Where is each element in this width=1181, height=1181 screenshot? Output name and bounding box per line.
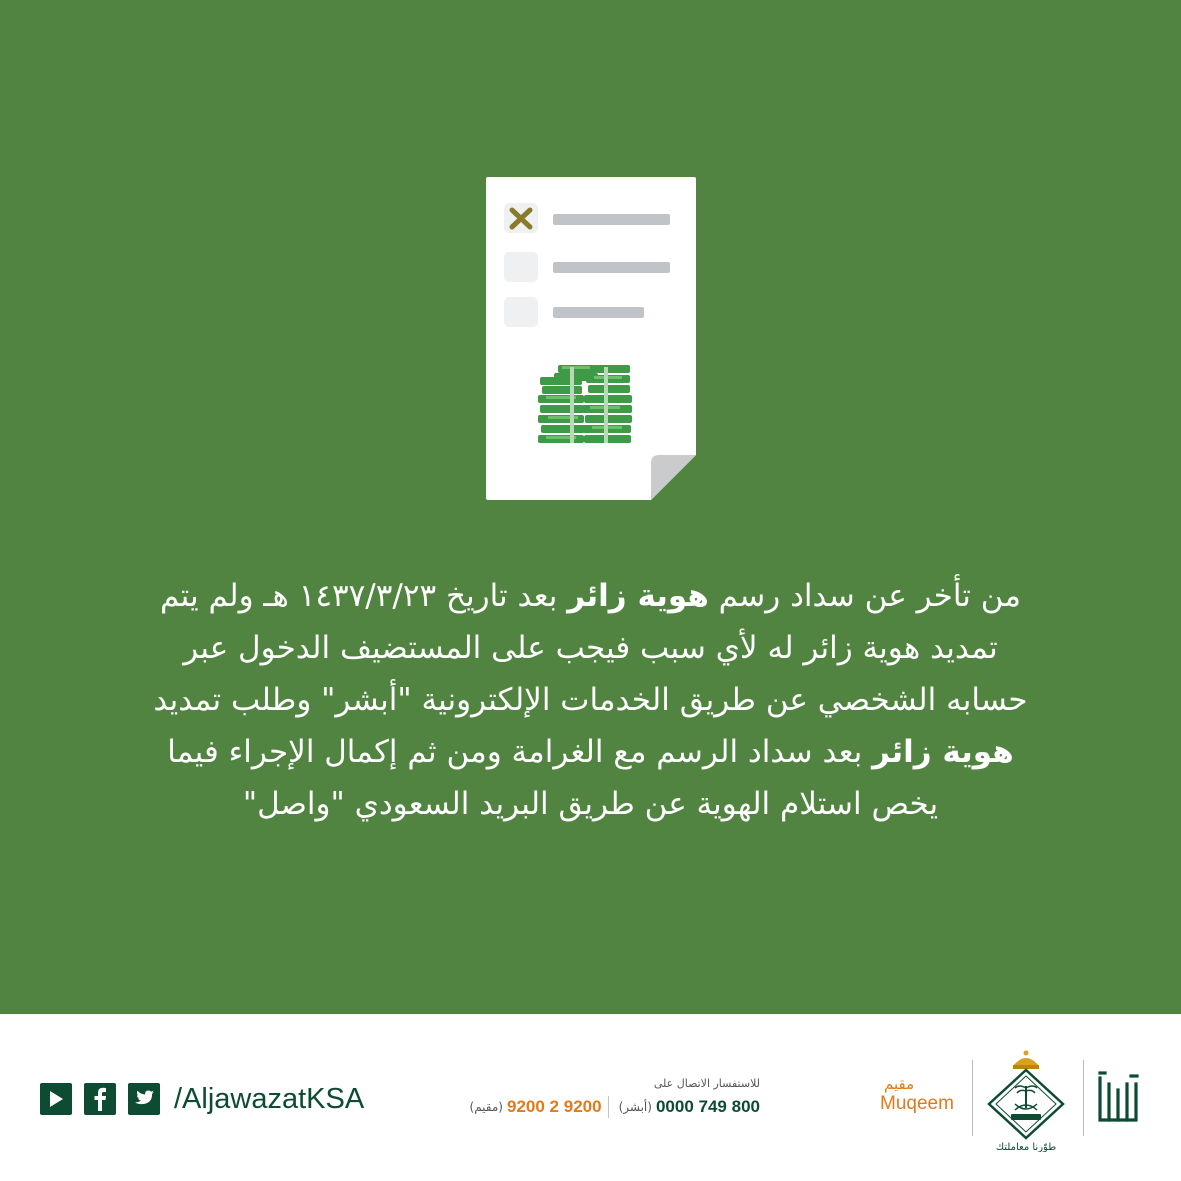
jawazat-emblem-icon — [985, 1048, 1067, 1152]
muqeem-logo-english: Muqeem — [880, 1093, 954, 1114]
contact-numbers — [420, 1096, 760, 1118]
muqeem-phone-number[interactable]: 9200 2 9200 — [506, 1097, 602, 1116]
message-line-5: يخص استلام الهوية عن طريق البريد السعودي "واصل" — [242, 786, 939, 822]
logo-divider — [1083, 1060, 1084, 1136]
absher-phone-number[interactable]: 800 749 0000 — [655, 1097, 760, 1116]
contact-info — [420, 1076, 760, 1118]
message-text — [120, 570, 1061, 830]
contact-divider — [608, 1096, 609, 1118]
youtube-icon[interactable] — [40, 1083, 72, 1115]
absher-logo-icon — [1097, 1070, 1139, 1126]
muqeem-logo-arabic: مقيم — [884, 1075, 915, 1093]
message-line-4: هوية زائر بعد سداد الرسم مع الغرامة ومن ثم إكمال الإجراء فيما — [167, 734, 1014, 770]
facebook-icon[interactable] — [84, 1083, 116, 1115]
contact-label: للاستفسار الاتصال على — [653, 1077, 760, 1090]
social-handle[interactable]: /AljawazatKSA — [174, 1083, 365, 1115]
visitor-id-highlight: هوية زائر — [872, 734, 1014, 770]
twitter-icon[interactable] — [128, 1083, 160, 1115]
message-line-1: من تأخر عن سداد رسم هوية زائر بعد تاريخ ١٤٣٧/٣/٢٣ هـ ولم يتم — [160, 578, 1021, 614]
muqeem-logo — [880, 1075, 954, 1115]
document-icon — [486, 177, 696, 500]
logo-divider — [972, 1060, 973, 1136]
absher-note: (أبشر) — [618, 1100, 652, 1114]
message-line-2: تمديد هوية زائر له لأي سبب فيجب على المستضيف الدخول عبر — [183, 630, 998, 666]
social-links — [40, 1083, 364, 1115]
muqeem-note: (مقيم) — [469, 1100, 503, 1114]
visitor-id-highlight: هوية زائر — [567, 578, 709, 614]
emblem-tagline: طوّرنا معاملتك — [995, 1142, 1057, 1152]
message-line-3: حسابه الشخصي عن طريق الخدمات الإلكترونية "أبشر" وطلب تمديد — [153, 682, 1028, 718]
